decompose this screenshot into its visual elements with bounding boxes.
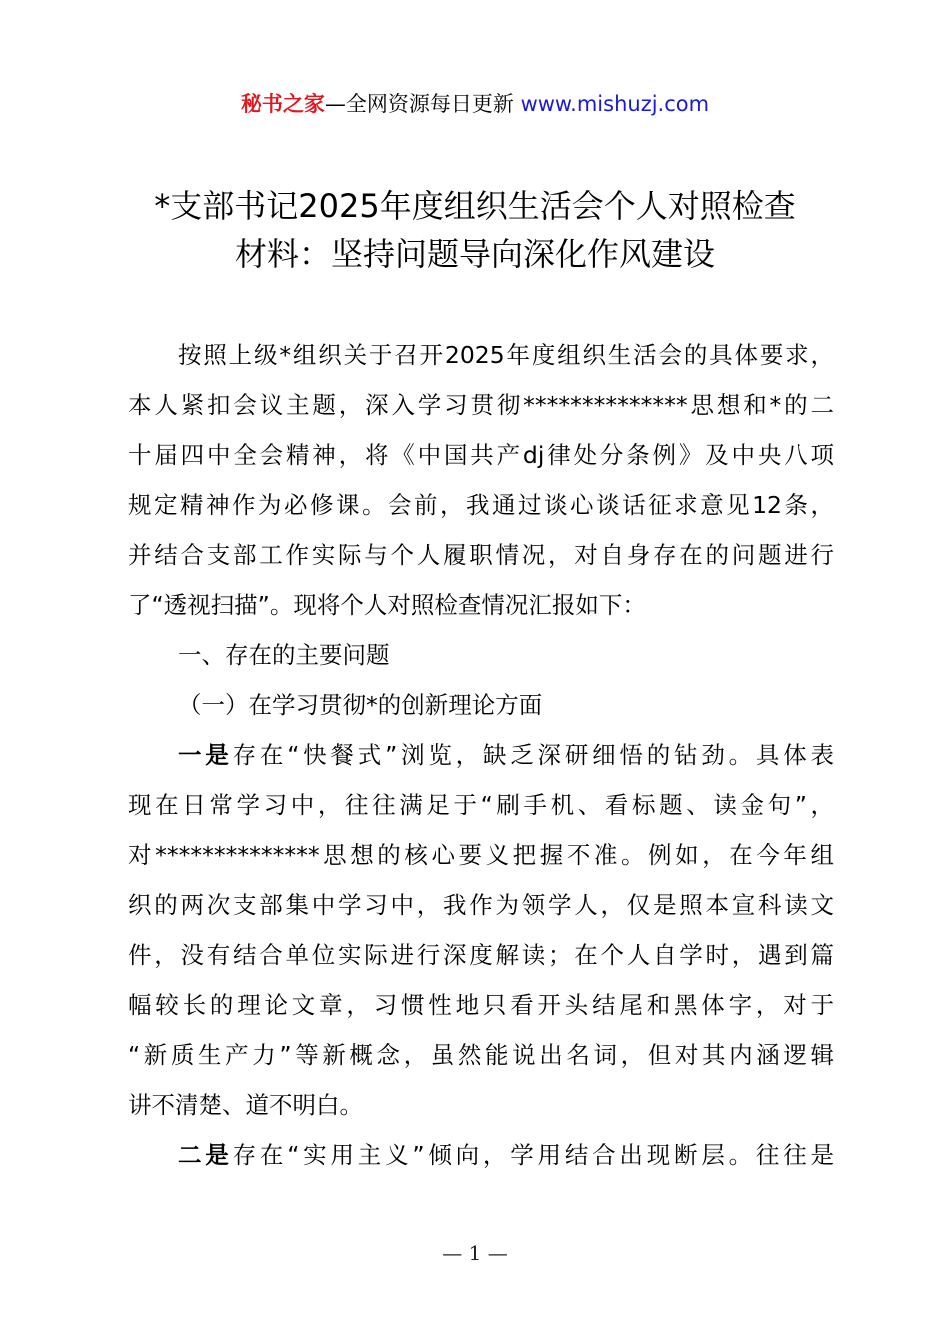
document-body <box>128 330 834 1180</box>
item-line: 现在日常学习中，往往满足于“刷手机、看标题、读金句”， <box>128 791 834 819</box>
item-first-line <box>128 1130 834 1180</box>
subsection-heading: （一）在学习贯彻*的创新理论方面 <box>178 691 543 719</box>
item-line: 幅较长的理论文章，习惯性地只看开头结尾和黑体字，对于 <box>128 991 834 1019</box>
intro-line: 并结合支部工作实际与个人履职情况，对自身存在的问题进行 <box>128 541 834 569</box>
intro-line: 规定精神作为必修课。会前，我通过谈心谈话征求意见12条， <box>128 491 834 519</box>
item-first-text: 存在“快餐式”浏览，缺乏深研细悟的钻劲。具体表 <box>232 741 835 769</box>
document-title <box>110 182 840 278</box>
intro-line: 十届四中全会精神，将《中国共产dj律处分条例》及中央八项 <box>128 441 834 469</box>
item-lead: 二是 <box>178 1141 233 1169</box>
intro-line: 按照上级*组织关于召开2025年度组织生活会的具体要求， <box>178 341 834 369</box>
brand-name: 秘书之家 <box>240 92 325 116</box>
title-line-1: *支部书记2025年度组织生活会个人对照检查 <box>154 187 796 225</box>
item-line: 件，没有结合单位实际进行深度解读；在个人自学时，遇到篇 <box>128 941 834 969</box>
intro-line: 了“透视扫描”。现将个人对照检查情况汇报如下： <box>128 591 646 619</box>
item-lead: 一是 <box>178 741 233 769</box>
item-line: 织的两次支部集中学习中，我作为领学人，仅是照本宣科读文 <box>128 891 834 919</box>
item-first-text: 存在“实用主义”倾向，学用结合出现断层。往往是 <box>232 1141 835 1169</box>
item-line: 讲不清楚、道不明白。 <box>128 1091 363 1119</box>
intro-line: 本人紧扣会议主题，深入学习贯彻**************思想和*的二 <box>128 391 834 419</box>
title-line-2: 材料：坚持问题导向深化作风建设 <box>234 235 715 273</box>
site-header <box>0 88 950 120</box>
item-line: 对**************思想的核心要义把握不准。例如，在今年组 <box>128 841 834 869</box>
item-first-line <box>128 730 834 780</box>
page-number: — 1 — <box>442 1241 508 1265</box>
header-tagline: —全网资源每日更新 <box>324 92 521 116</box>
section-heading: 一、存在的主要问题 <box>178 641 390 669</box>
site-url-link[interactable]: www.mishuzj.com <box>520 92 710 116</box>
item-line: “新质生产力”等新概念，虽然能说出名词，但对其内涵逻辑 <box>128 1041 834 1069</box>
